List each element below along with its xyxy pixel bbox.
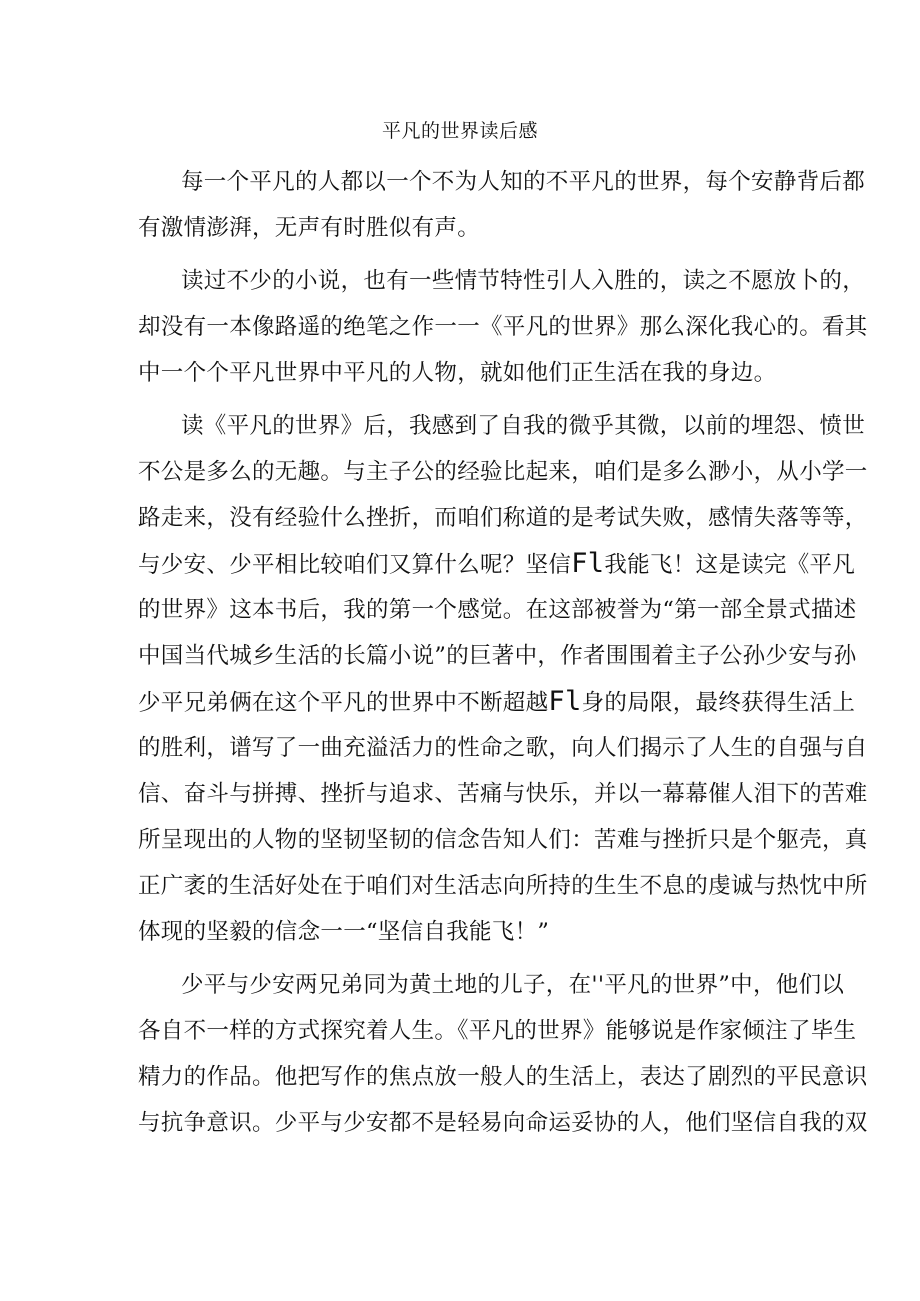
paragraph-line: 的世界》这本书后，我的第一个感觉。在这部被誉为“第一部全景式描述 bbox=[138, 597, 857, 623]
paragraph-line bbox=[138, 679, 855, 725]
paragraph-line: 每一个平凡的人都以一个不为人知的不平凡的世界，每个安静背后都 bbox=[181, 169, 866, 195]
paragraph-line: 与抗争意识。少平与少安都不是轻易向命运妥协的人，他们坚信自我的双 bbox=[138, 1110, 868, 1136]
paragraph-line: 体现的坚毅的信念一一“坚信自我能飞！” bbox=[138, 919, 550, 945]
paragraph-line: 中一个个平凡世界中平凡的人物，就如他们正生活在我的身边。 bbox=[138, 360, 777, 386]
paragraph-line: 有激情澎湃，无声有时胜似有声。 bbox=[138, 215, 481, 241]
ocr-artifact-text: Fl bbox=[571, 548, 605, 579]
text-span: 少平兄弟俩在这个平凡的世界中不断超越 bbox=[138, 690, 549, 716]
paragraph-line: 各自不一样的方式探究着人生。《平凡的世界》能够说是作家倾注了毕生 bbox=[138, 1018, 857, 1044]
paragraph-line: 中国当代城乡生活的长篇小说”的巨著中，作者围围着主子公孙少安与孙 bbox=[138, 643, 857, 669]
page-title: 平凡的世界读后感 bbox=[381, 120, 538, 142]
paragraph-line: 路走来，没有经验什么挫折，而咱们称道的是考试失败，感情失落等等， bbox=[138, 505, 868, 531]
paragraph-line: 正广袤的生活好处在于咱们对生活志向所持的生生不息的虔诚与热忱中所 bbox=[138, 873, 868, 899]
paragraph-line: 却没有一本像路遥的绝笔之作一一《平凡的世界》那么深化我心的。看其 bbox=[138, 314, 868, 340]
paragraph-line: 读过不少的小说，也有一些情节特性引人入胜的，读之不愿放卜的， bbox=[181, 268, 866, 294]
paragraph-line: 信、奋斗与拼搏、挫折与追求、苦痛与快乐，并以一幕幕催人泪下的苦难 bbox=[138, 781, 868, 807]
paragraph-line bbox=[138, 541, 855, 587]
paragraph-line: 不公是多么的无趣。与主子公的经验比起来，咱们是多么渺小，从小学一 bbox=[138, 459, 868, 485]
paragraph-line: 的胜利，谱写了一曲充溢活力的性命之歌，向人们揭示了人生的自强与自 bbox=[138, 735, 868, 761]
text-span: 与少安、少平相比较咱们又算什么呢？坚信 bbox=[138, 552, 572, 578]
ocr-artifact-text: Fl bbox=[548, 686, 582, 717]
paragraph-line: 所呈现出的人物的坚韧坚韧的信念告知人们：苦难与挫折只是个躯壳，真 bbox=[138, 827, 868, 853]
text-span: 我能飞！这是读完《平凡 bbox=[604, 552, 856, 578]
paragraph-line: 读《平凡的世界》后，我感到了自我的微乎其微，以前的埋怨、愤世 bbox=[181, 413, 866, 439]
text-span: 身的局限，最终获得生活上 bbox=[581, 690, 856, 716]
paragraph-line: 精力的作品。他把写作的焦点放一般人的生活上，表达了剧烈的平民意识 bbox=[138, 1064, 868, 1090]
paragraph-line: 少平与少安两兄弟同为黄土地的儿子，在''平凡的世界”中，他们以 bbox=[181, 972, 845, 998]
